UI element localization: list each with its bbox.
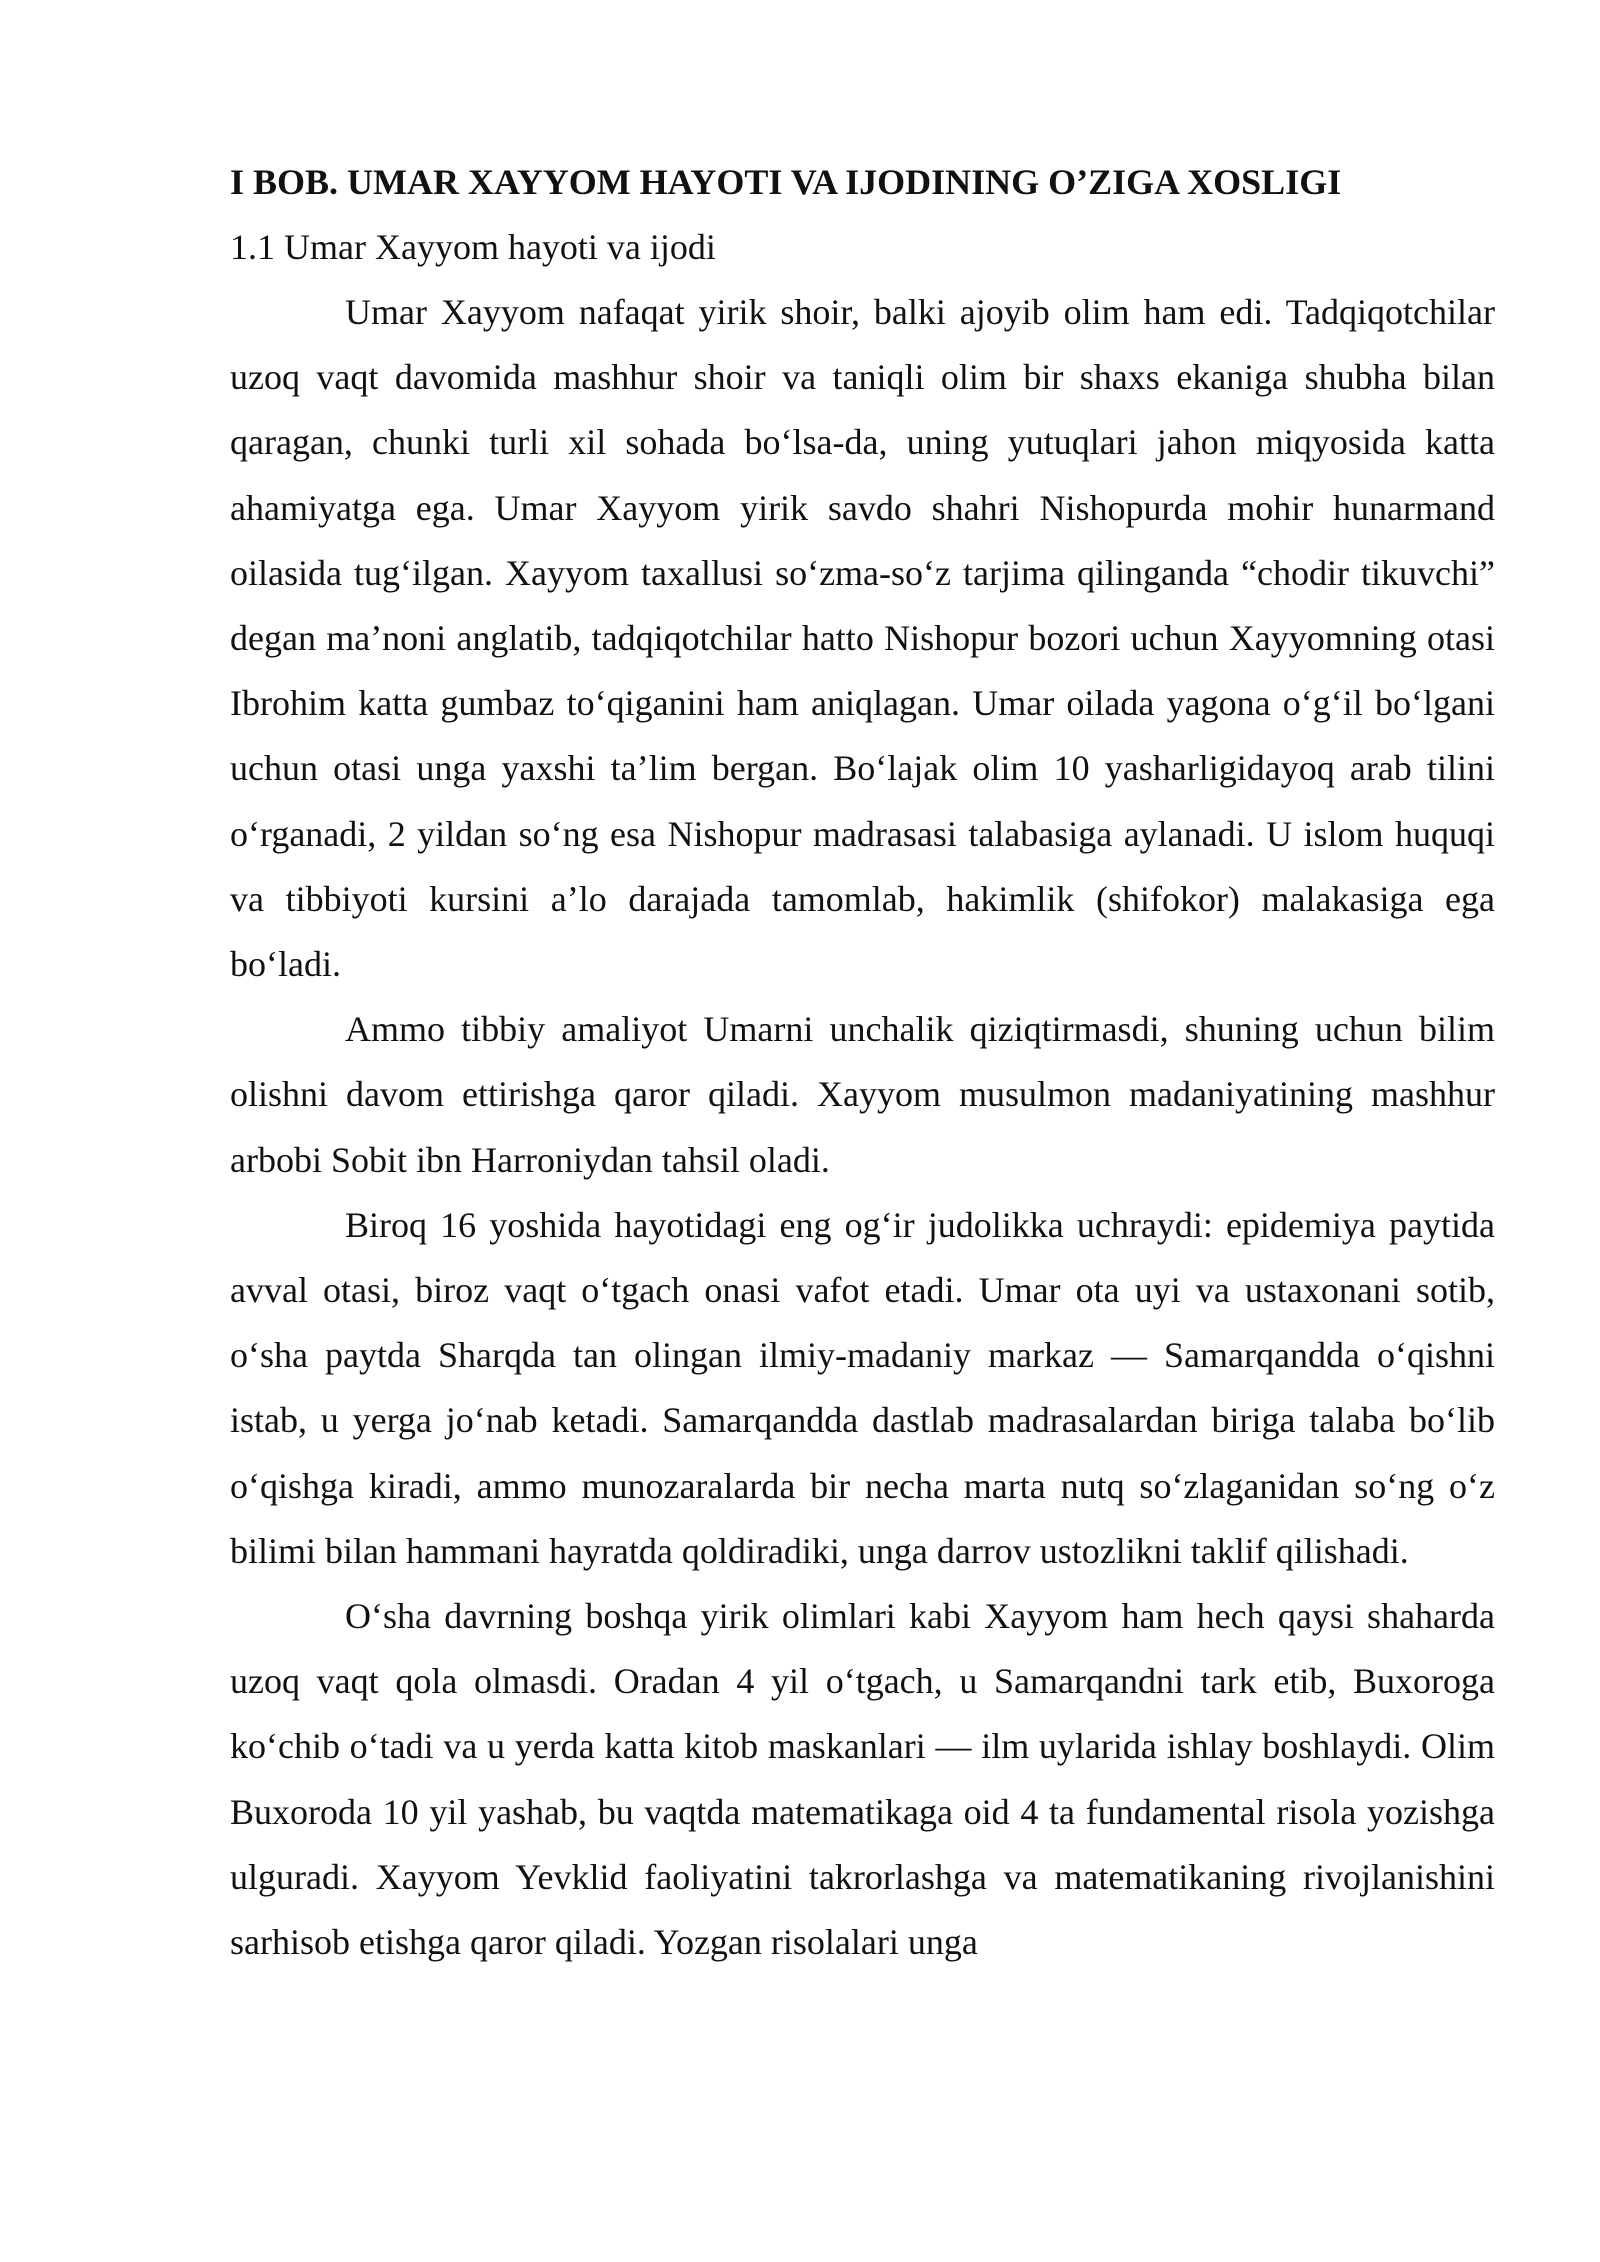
chapter-title: I BOB. UMAR XAYYOM HAYOTI VA IJODINING O’ZIGA XOSLIGI: [230, 162, 1342, 202]
paragraph: Ammo tibbiy amaliyot Umarni unchalik qiziqtirmasdi, shuning uchun bilim olishni davom ettirishga qaror qiladi. Xayyom musulmon madaniyatining mashhur arbobi Sobit ibn Harroniydan tahsil oladi.: [230, 1009, 1495, 1180]
document-page: [230, 150, 1495, 1975]
paragraph: Umar Xayyom nafaqat yirik shoir, balki ajoyib olim ham edi. Tadqiqotchilar uzoq vaqt davomida mashhur shoir va taniqli olim bir shaxs ekaniga shubha bilan qaragan, chunki turli xil sohada boʻlsa-da, uning yutuqlari jahon miqyosida katta ahamiyatga ega. Umar Xayyom yirik savdo shahri Nishopurda mohir hunarmand oilasida tugʻilgan. Xayyom taxallusi soʻzma-soʻz tarjima qilinganda “chodir tikuvchi” degan maʼnoni anglatib, tadqiqotchilar hatto Nishopur bozori uchun Xayyomning otasi Ibrohim katta gumbaz toʻqiganini ham aniqlagan. Umar oilada yagona oʻgʻil boʻlgani uchun otasi unga yaxshi taʼlim bergan. Boʻlajak olim 10 yasharligidayoq arab tilini oʻrganadi, 2 yildan soʻng esa Nishopur madrasasi talabasiga aylanadi. U islom huquqi va tibbiyoti kursini aʼlo darajada tamomlab, hakimlik (shifokor) malakasiga ega boʻladi.: [230, 292, 1495, 985]
paragraph: Oʻsha davrning boshqa yirik olimlari kabi Xayyom ham hech qaysi shaharda uzoq vaqt qola olmasdi. Oradan 4 yil oʻtgach, u Samarqandni tark etib, Buxoroga koʻchib oʻtadi va u yerda katta kitob maskanlari — ilm uylarida ishlay boshlaydi. Olim Buxoroda 10 yil yashab, bu vaqtda matematikaga oid 4 ta fundamental risola yozishga ulguradi. Xayyom Yevklid faoliyatini takrorlashga va matematikaning rivojlanishini sarhisob etishga qaror qiladi. Yozgan risolalari unga: [230, 1596, 1495, 1963]
section-title: 1.1 Umar Xayyom hayoti va ijodi: [230, 227, 716, 267]
paragraph: Biroq 16 yoshida hayotidagi eng ogʻir judolikka uchraydi: epidemiya paytida avval otasi, biroz vaqt oʻtgach onasi vafot etadi. Umar ota uyi va ustaxonani sotib, oʻsha paytda Sharqda tan olingan ilmiy-madaniy markaz — Samarqandda oʻqishni istab, u yerga joʻnab ketadi. Samarqandda dastlab madrasalardan biriga talaba boʻlib oʻqishga kiradi, ammo munozaralarda bir necha marta nutq soʻzlaganidan soʻng oʻz bilimi bilan hammani hayratda qoldiradiki, unga darrov ustozlikni taklif qilishadi.: [230, 1204, 1495, 1571]
